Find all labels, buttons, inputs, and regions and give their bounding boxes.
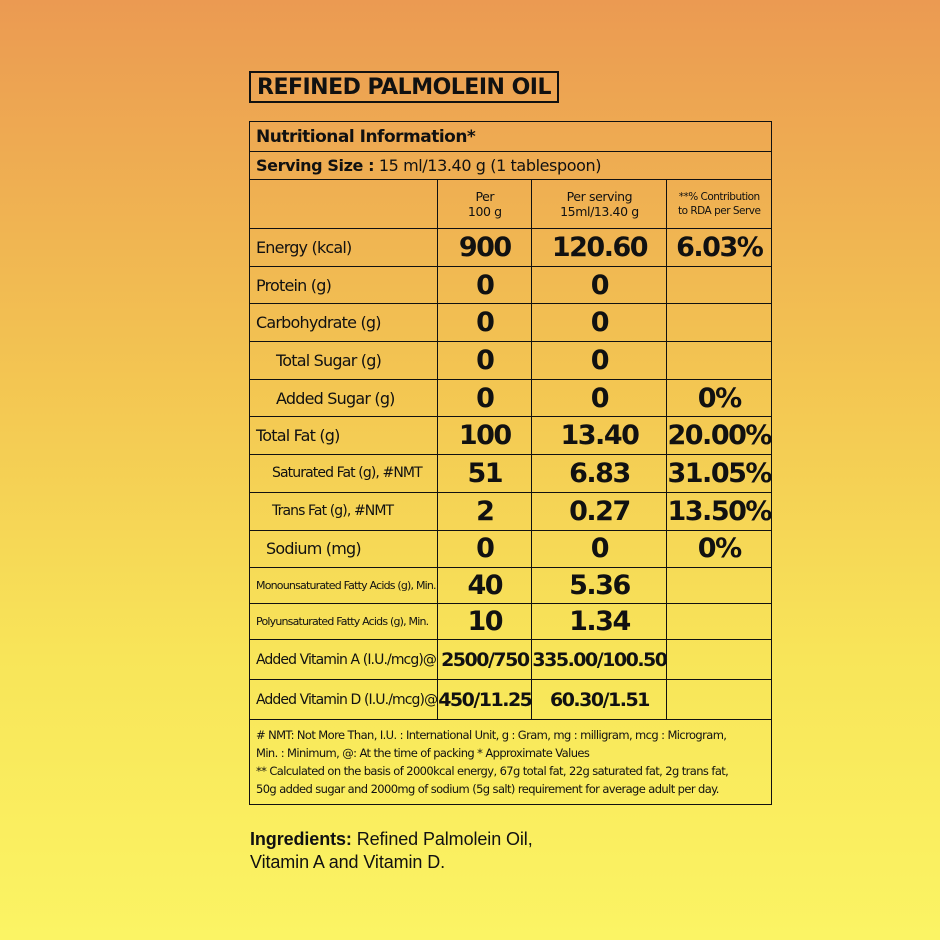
nutrient-label: Total Fat (g) bbox=[250, 417, 438, 455]
per-100g-value: 900 bbox=[438, 229, 532, 267]
per-100g-value: 100 bbox=[438, 417, 532, 455]
per-serving-value: 0.27 bbox=[532, 492, 667, 530]
per-100g-value: 2 bbox=[438, 492, 532, 530]
table-row bbox=[250, 455, 772, 493]
column-header-rda: **% Contribution to RDA per Serve bbox=[667, 180, 771, 229]
nutrient-label: Monounsaturated Fatty Acids (g), Min. bbox=[250, 568, 438, 604]
per-100g-value: 0 bbox=[438, 304, 532, 342]
per-serving-value: 0 bbox=[532, 342, 667, 380]
serving-size-label: Serving Size : bbox=[256, 156, 375, 175]
rda-value bbox=[667, 568, 771, 604]
table-row bbox=[250, 304, 772, 342]
column-header-per-100g: Per 100 g bbox=[438, 180, 532, 229]
ingredients-line: Refined Palmolein Oil, bbox=[356, 829, 533, 849]
table-row bbox=[250, 379, 772, 417]
rda-value bbox=[667, 304, 771, 342]
rda-value: 0% bbox=[667, 530, 771, 568]
per-serving-value: 0 bbox=[532, 304, 667, 342]
rda-value bbox=[667, 266, 771, 304]
nutrient-label: Added Vitamin A (I.U./mcg)@ bbox=[250, 640, 438, 680]
table-row bbox=[250, 568, 772, 604]
rda-value: 13.50% bbox=[667, 492, 771, 530]
footnote-row bbox=[250, 720, 772, 805]
footnote-line: 50g added sugar and 2000mg of sodium (5g salt) requirement for average adult per day. bbox=[256, 782, 719, 797]
rda-value: 6.03% bbox=[667, 229, 771, 267]
table-heading: Nutritional Information* bbox=[250, 122, 772, 152]
rda-value: 0% bbox=[667, 379, 771, 417]
table-row bbox=[250, 229, 772, 267]
table-row bbox=[250, 266, 772, 304]
per-100g-value: 450/11.25 bbox=[438, 680, 532, 720]
rda-value bbox=[667, 680, 771, 720]
serving-size-row bbox=[250, 152, 772, 180]
table-row bbox=[250, 680, 772, 720]
rda-value bbox=[667, 604, 771, 640]
table-row bbox=[250, 417, 772, 455]
per-serving-value: 6.83 bbox=[532, 455, 667, 493]
nutrient-label: Saturated Fat (g), #NMT bbox=[250, 455, 438, 493]
nutrient-label: Polyunsaturated Fatty Acids (g), Min. bbox=[250, 604, 438, 640]
serving-size-value: 15 ml/13.40 g (1 tablespoon) bbox=[378, 156, 602, 175]
per-100g-value: 10 bbox=[438, 604, 532, 640]
table-row bbox=[250, 342, 772, 380]
per-100g-value: 0 bbox=[438, 379, 532, 417]
per-100g-value: 51 bbox=[438, 455, 532, 493]
nutrient-label: Energy (kcal) bbox=[250, 229, 438, 267]
nutrition-table bbox=[249, 121, 772, 805]
nutrient-label: Added Sugar (g) bbox=[250, 379, 438, 417]
rda-value bbox=[667, 640, 771, 680]
product-title: REFINED PALMOLEIN OIL bbox=[249, 71, 559, 103]
per-serving-value: 60.30/1.51 bbox=[532, 680, 667, 720]
table-row bbox=[250, 604, 772, 640]
rda-value: 31.05% bbox=[667, 455, 771, 493]
rda-value: 20.00% bbox=[667, 417, 771, 455]
footnote-line: # NMT: Not More Than, I.U. : International Unit, g : Gram, mg : milligram, mcg : Microgram, bbox=[256, 728, 727, 743]
column-header-blank bbox=[250, 180, 438, 229]
per-serving-value: 13.40 bbox=[532, 417, 667, 455]
per-100g-value: 0 bbox=[438, 342, 532, 380]
footnote-line: ** Calculated on the basis of 2000kcal energy, 67g total fat, 22g saturated fat, 2g trans fat, bbox=[256, 764, 729, 779]
per-serving-value: 5.36 bbox=[532, 568, 667, 604]
per-100g-value: 2500/750 bbox=[438, 640, 532, 680]
ingredients-label: Ingredients: bbox=[250, 829, 352, 849]
rda-value bbox=[667, 342, 771, 380]
footnotes bbox=[250, 720, 772, 805]
per-serving-value: 1.34 bbox=[532, 604, 667, 640]
ingredients-block bbox=[250, 828, 533, 874]
column-header-row bbox=[250, 180, 772, 229]
nutrient-label: Added Vitamin D (I.U./mcg)@ bbox=[250, 680, 438, 720]
nutrient-label: Trans Fat (g), #NMT bbox=[250, 492, 438, 530]
nutrient-label: Carbohydrate (g) bbox=[250, 304, 438, 342]
ingredients-line: Vitamin A and Vitamin D. bbox=[250, 852, 446, 872]
per-serving-value: 0 bbox=[532, 379, 667, 417]
nutrient-label: Total Sugar (g) bbox=[250, 342, 438, 380]
nutrient-label: Sodium (mg) bbox=[250, 530, 438, 568]
per-100g-value: 0 bbox=[438, 266, 532, 304]
table-row bbox=[250, 492, 772, 530]
per-100g-value: 0 bbox=[438, 530, 532, 568]
footnote-line: Min. : Minimum, @: At the time of packing * Approximate Values bbox=[256, 746, 590, 761]
table-heading-row bbox=[250, 122, 772, 152]
per-serving-value: 335.00/100.50 bbox=[532, 640, 667, 680]
table-row bbox=[250, 530, 772, 568]
per-serving-value: 0 bbox=[532, 266, 667, 304]
column-header-per-serving: Per serving 15ml/13.40 g bbox=[532, 180, 667, 229]
table-row bbox=[250, 640, 772, 680]
nutrient-label: Protein (g) bbox=[250, 266, 438, 304]
per-serving-value: 120.60 bbox=[532, 229, 667, 267]
per-serving-value: 0 bbox=[532, 530, 667, 568]
per-100g-value: 40 bbox=[438, 568, 532, 604]
